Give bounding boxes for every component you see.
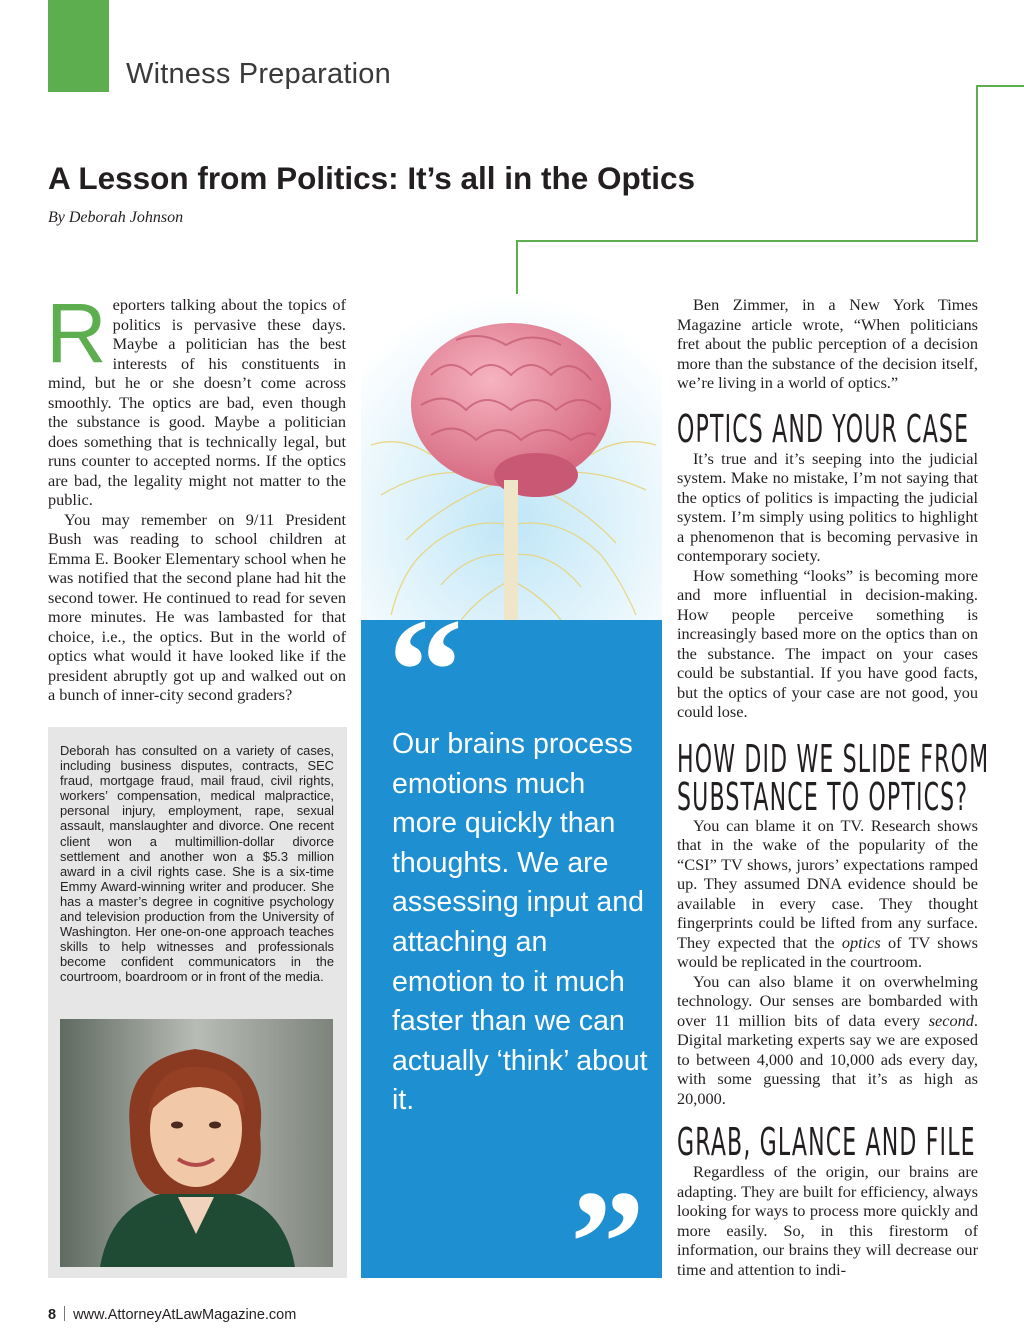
left-column <box>46 286 346 705</box>
deco-line-vertical-left <box>516 240 518 294</box>
subhead-line-2: SUBSTANCE TO OPTICS? <box>677 774 969 819</box>
page-footer <box>48 1306 296 1323</box>
article-title: A Lesson from Politics: It’s all in the Optics <box>48 160 696 196</box>
author-bio-box <box>48 727 347 1278</box>
pull-quote-text: Our brains process emotions much more quickly than thoughts. We are assessing input and attaching an emotion to it much faster than we can actually ‘think’ about it. <box>392 728 648 1117</box>
brain-illustration <box>361 295 662 620</box>
deco-line-horizontal <box>516 240 978 242</box>
right-paragraph-4-a: You can blame it on TV. Research shows that in the wake of the popularity of the “CSI” TV shows, jurors’ expectations ramped up. They assumed DNA evidence should be available in every case. They thought fingerprints could be lifted from any surface. They expected that the <box>677 815 978 952</box>
article-byline: By Deborah Johnson <box>48 209 184 226</box>
right-paragraph-6: Regardless of the origin, our brains are adapting. They are built for efficiency, always looking for ways to process more quickly and more easily. So, in this firestorm of information, our brains they will decrease our time and attention to indi- <box>677 1162 978 1279</box>
section-color-tab <box>48 0 109 92</box>
right-paragraph-3: How something “looks” is becoming more and more influential in decision-making. How people perceive something is increasingly based more on the optics than on the substance. The impact on your cases could be substantial. If you have good facts, but the optics of your case are not good, you could lose. <box>677 565 978 721</box>
portrait-svg <box>60 1019 333 1267</box>
right-paragraph-4 <box>677 816 978 972</box>
author-portrait <box>60 1019 333 1267</box>
open-quote-mark: “ <box>388 588 463 754</box>
right-paragraph-5-italic: second <box>928 1010 974 1030</box>
right-column <box>677 295 990 1279</box>
brain-svg <box>361 295 662 620</box>
left-paragraph-1 <box>46 286 346 510</box>
subhead-optics-and-your-case: OPTICS AND YOUR CASE <box>677 406 970 451</box>
deco-line-vertical-right <box>976 85 978 241</box>
right-paragraph-1: Ben Zimmer, in a New York Times Magazine article wrote, “When politicians fret about the public perception of a decision more than the substance of the decision itself, we’re living in a world of optics.” <box>677 295 978 392</box>
deco-line-top <box>978 85 1024 87</box>
subhead-grab-glance-file: GRAB, GLANCE AND FILE <box>677 1120 976 1164</box>
right-paragraph-5 <box>677 972 978 1109</box>
close-quote-mark: ” <box>570 1160 645 1326</box>
right-paragraph-5-b: . Digital marketing experts say we are exposed to between 4,000 and 10,000 ads every day, with some guessing that it’s as high as 20,000. <box>677 1010 978 1108</box>
author-bio-text: Deborah has consulted on a variety of cases, including business disputes, contracts, SEC fraud, mortgage fraud, mail fraud, civil rights, workers’ compensation, medical malpractice, personal injury, employment, rape, sexual assault, manslaughter and divorce. One recent client won a multimillion-dollar divorce settlement and another won a $5.3 million award in a civil rights case. She is a six-time Emmy Award-winning writer and producer. She has a master’s degree in cognitive psychology and television production from the University of Washington. Her one-on-one approach teaches skills to help witnesses and professionals become confident communicators in the courtroom, boardroom or in front of the media. <box>60 743 334 985</box>
section-title: Witness Preparation <box>126 58 391 90</box>
subhead-line-1: HOW DID WE SLIDE FROM <box>677 736 990 781</box>
left-paragraph-1-text: eporters talking about the topics of politics is pervasive these days. Maybe a politician has the best interests of his constituents in mind, but he or she doesn’t come across smoothly. The optics are bad, even though the substance is good. Maybe a politician does something that is technically legal, but runs counter to accepted norms. If the optics are bad, the legality might not matter to the public. <box>48 295 346 509</box>
left-paragraph-2: You may remember on 9/11 President Bush was reading to school children at Emma E. Booker Elementary school when he was notified that the second plane had hit the second tower. He continued to read for seven more minutes. He was lambasted for that choice, i.e., the optics. But in the world of optics what would it have looked like if the president abruptly got up and walked out on a bunch of inner-city second graders? <box>48 509 346 704</box>
page-number: 8 <box>48 1307 57 1323</box>
footer-url[interactable]: www.AttorneyAtLawMagazine.com <box>73 1307 297 1323</box>
right-paragraph-4-italic: optics <box>841 932 881 952</box>
right-paragraph-4-b: of TV shows would be replicated in the courtroom. <box>677 932 978 971</box>
subhead-how-did-we-slide <box>677 736 990 819</box>
right-paragraph-5-a: You can also blame it on overwhelming technology. Our senses are bombarded with over 11 million bits of data every <box>677 971 978 1030</box>
right-paragraph-2: It’s true and it’s seeping into the judicial system. Make no mistake, I’m not saying that the optics of politics is impacting the judicial system. I’m simply using politics to highlight a phenomenon that is becoming pervasive in contemporary society. <box>677 448 978 565</box>
footer-divider <box>64 1306 65 1321</box>
drop-cap: R <box>46 286 107 380</box>
